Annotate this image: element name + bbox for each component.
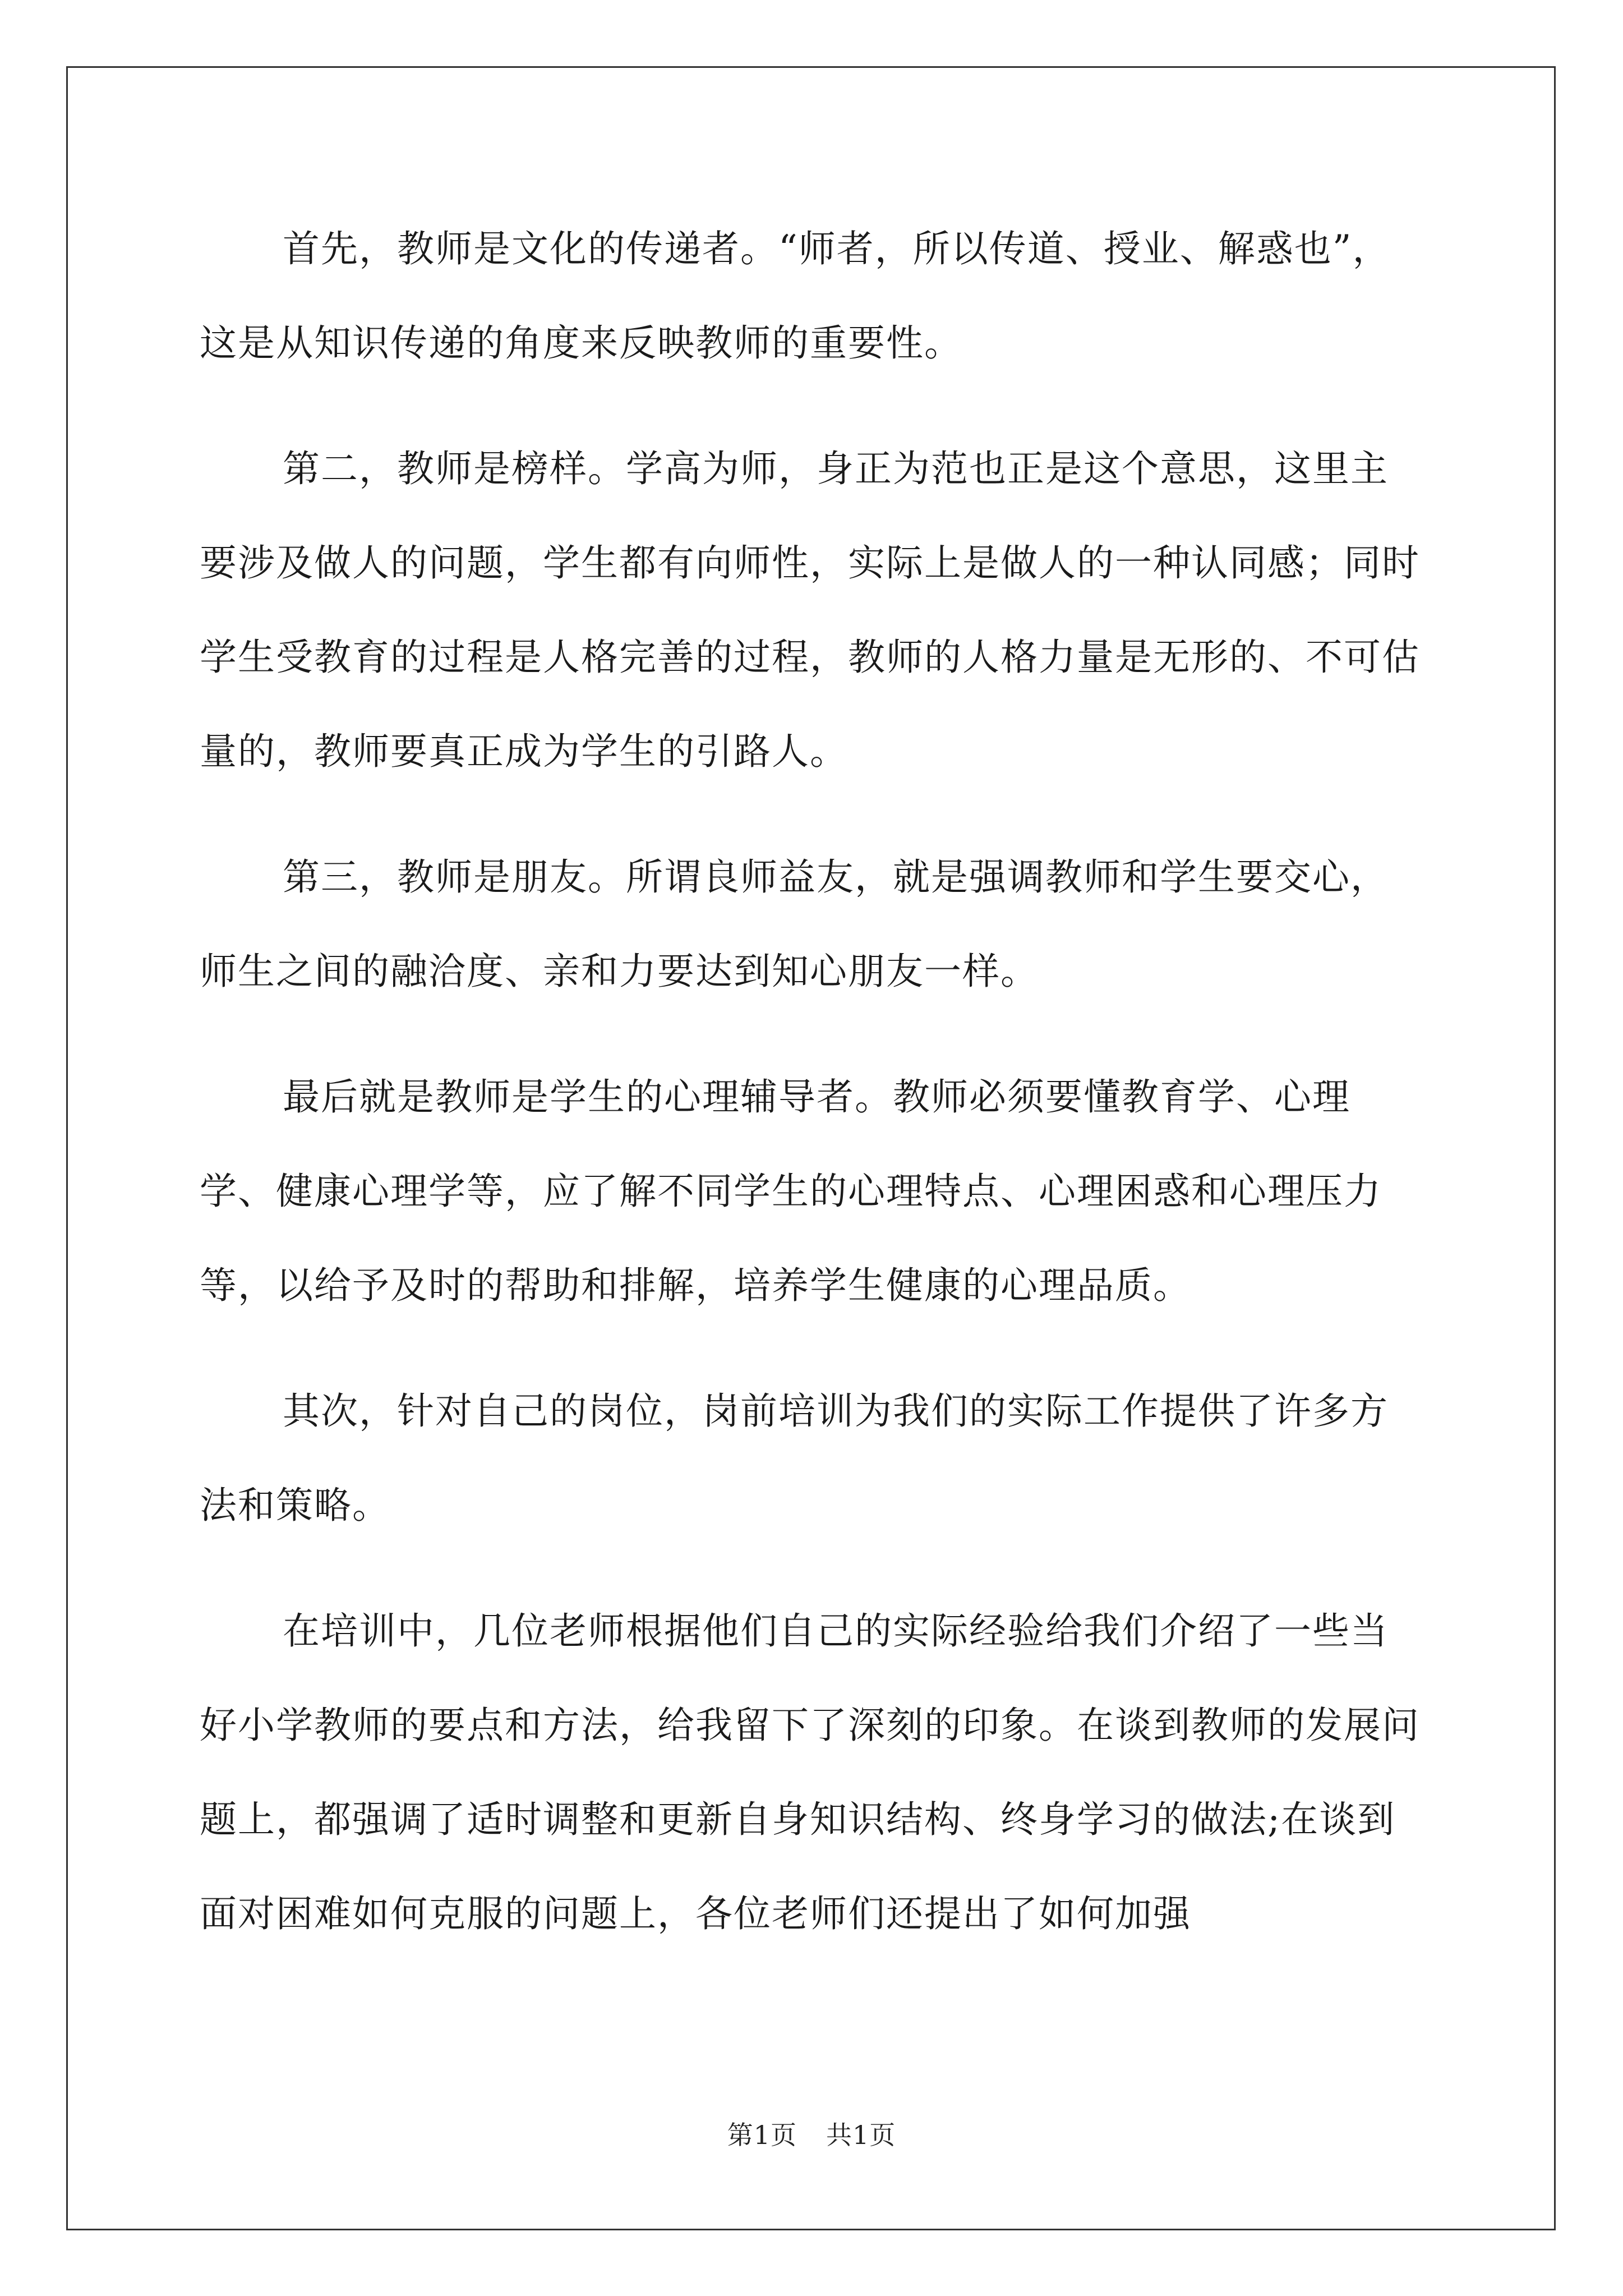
paragraph-4-text: 最后就是教师是学生的心理辅导者。教师必须要懂教育学、心理学、健康心理学等，应了解不同学生的心理特点、心理困惑和心理压力等，以给予及时的帮助和排解，培养学生健康的心理品质。 bbox=[200, 1075, 1382, 1307]
paragraph-2-text: 第二，教师是榜样。学高为师，身正为范也正是这个意思，这里主要涉及做人的问题，学生都有向师性，实际上是做人的一种认同感；同时学生受教育的过程是人格完善的过程，教师的人格力量是无形的、不可估量的，教师要真正成为学生的引路人。 bbox=[200, 447, 1420, 773]
paragraph-3 bbox=[200, 830, 1421, 1019]
paragraph-5-text: 其次，针对自己的岗位，岗前培训为我们的实际工作提供了许多方法和策略。 bbox=[200, 1389, 1389, 1527]
paragraph-6-text: 在培训中，几位老师根据他们自己的实际经验给我们介绍了一些当好小学教师的要点和方法，给我留下了深刻的印象。在谈到教师的发展问题上，都强调了适时调整和更新自身知识结构、终身学习的做法;在谈到面对困难如何克服的问题上，各位老师们还提出了如何加强 bbox=[200, 1609, 1420, 1935]
page-number-current: 第1页 bbox=[727, 2120, 797, 2150]
paragraph-3-text: 第三，教师是朋友。所谓良师益友，就是强调教师和学生要交心，师生之间的融洽度、亲和力要达到知心朋友一样。 bbox=[200, 855, 1389, 993]
paragraph-1 bbox=[200, 202, 1421, 390]
paragraph-2 bbox=[200, 422, 1421, 799]
page-number-total: 共1页 bbox=[826, 2120, 896, 2150]
paragraph-4 bbox=[200, 1050, 1421, 1333]
page-footer bbox=[0, 2115, 1623, 2152]
document-body bbox=[200, 202, 1421, 1993]
paragraph-1-text: 首先，教师是文化的传递者。“师者，所以传道、授业、解惑也”，这是从知识传递的角度来反映教师的重要性。 bbox=[200, 227, 1391, 365]
paragraph-6 bbox=[200, 1584, 1421, 1961]
paragraph-5 bbox=[200, 1364, 1421, 1553]
